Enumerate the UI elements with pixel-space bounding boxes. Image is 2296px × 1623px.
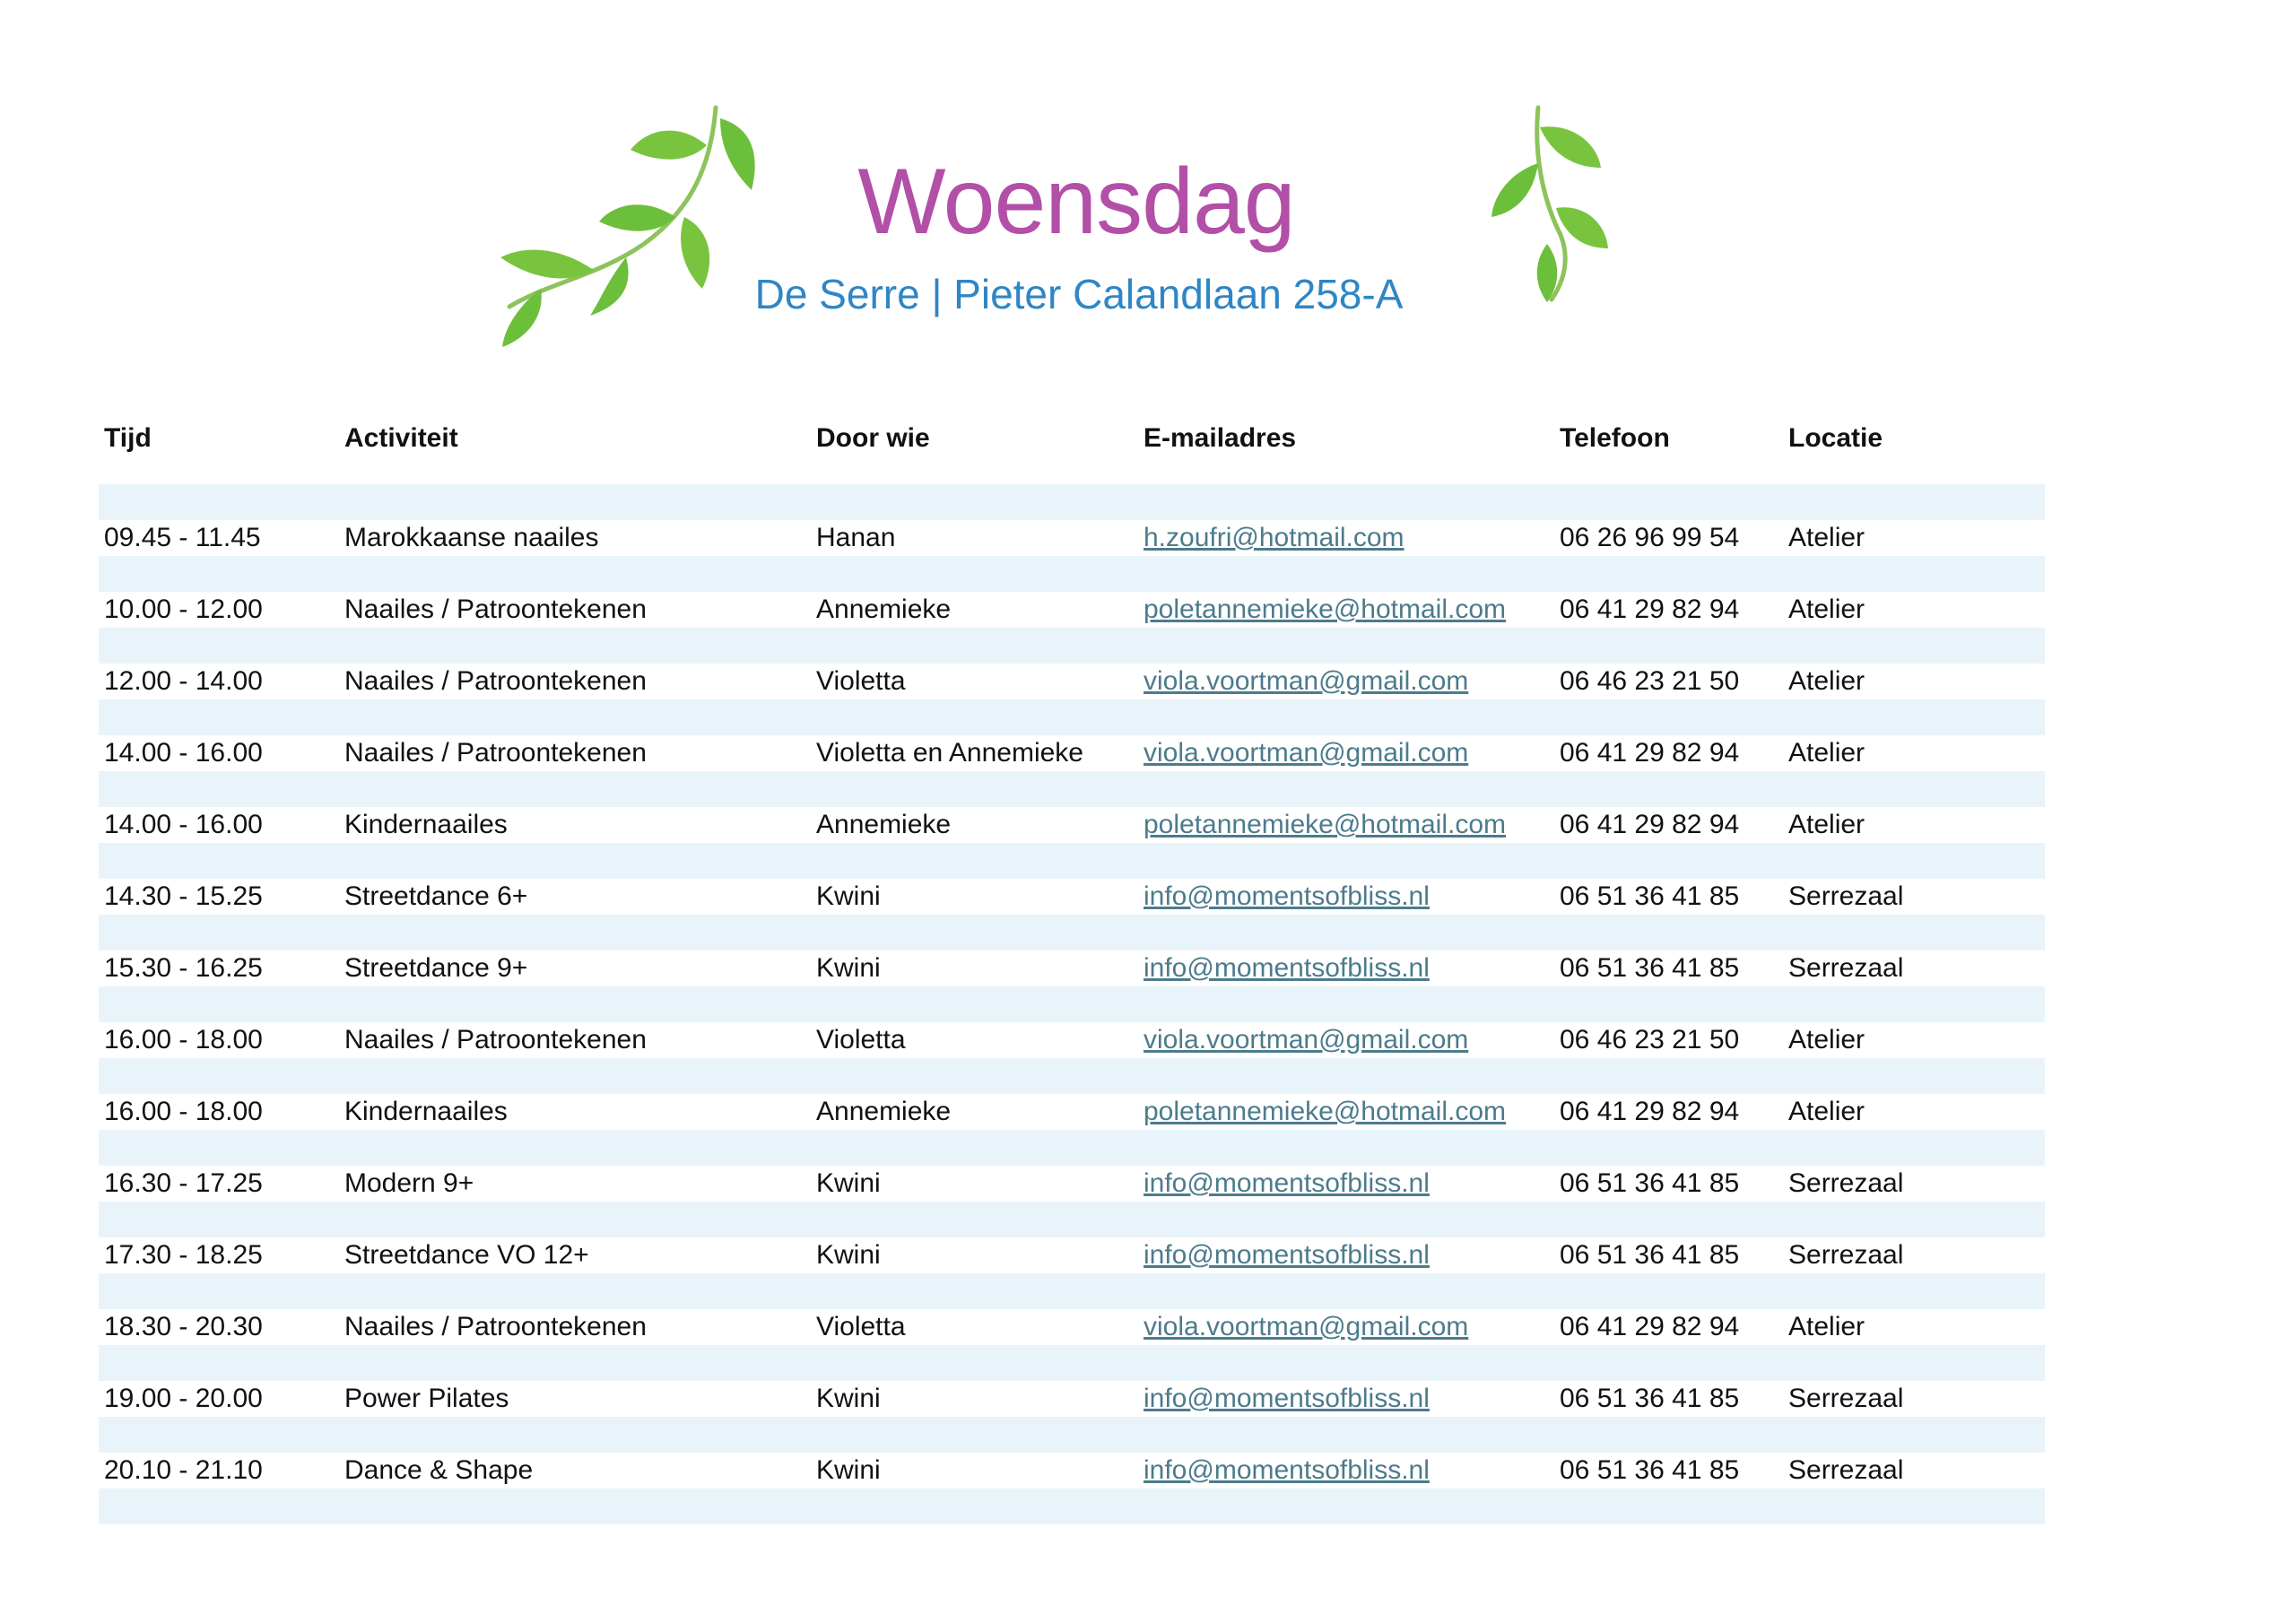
table-row: [99, 520, 2045, 556]
email-link[interactable]: h.zoufri@hotmail.com: [1144, 523, 1405, 552]
time-cell: 16.30 - 17.25: [104, 1168, 263, 1198]
activity-cell: Streetdance 9+: [344, 953, 528, 983]
time-cell: 12.00 - 14.00: [104, 666, 263, 696]
row-divider: [99, 986, 2045, 1022]
phone-cell: 06 41 29 82 94: [1560, 1097, 1740, 1126]
phone-cell: 06 51 36 41 85: [1560, 1384, 1740, 1413]
time-cell: 18.30 - 20.30: [104, 1312, 263, 1341]
time-cell: 16.00 - 18.00: [104, 1025, 263, 1055]
activity-cell: Naailes / Patroontekenen: [344, 1025, 647, 1055]
table-header-row: [99, 404, 2045, 484]
email-link[interactable]: poletannemieke@hotmail.com: [1144, 595, 1506, 624]
column-header-emailadres: E-mailadres: [1144, 423, 1297, 453]
email-link[interactable]: viola.voortman@gmail.com: [1144, 1312, 1469, 1341]
email-link[interactable]: info@momentsofbliss.nl: [1144, 1168, 1430, 1198]
location-cell: Atelier: [1788, 1025, 1866, 1055]
location-cell: Atelier: [1788, 810, 1866, 839]
row-divider: [99, 1488, 2045, 1524]
table-row: [99, 1237, 2045, 1273]
activity-cell: Dance & Shape: [344, 1455, 534, 1485]
phone-cell: 06 51 36 41 85: [1560, 1455, 1740, 1485]
instructor-cell: Violetta: [816, 1312, 906, 1341]
time-cell: 15.30 - 16.25: [104, 953, 263, 983]
row-divider: [99, 1345, 2045, 1381]
table-row: [99, 735, 2045, 771]
location-cell: Serrezaal: [1788, 1455, 1904, 1485]
row-divider: [99, 1202, 2045, 1237]
time-cell: 17.30 - 18.25: [104, 1240, 263, 1270]
activity-cell: Streetdance 6+: [344, 881, 528, 911]
activity-cell: Streetdance VO 12+: [344, 1240, 589, 1270]
column-header-locatie: Locatie: [1788, 423, 1883, 453]
instructor-cell: Annemieke: [816, 595, 952, 624]
activity-cell: Power Pilates: [344, 1384, 509, 1413]
column-header-door-wie: Door wie: [816, 423, 930, 453]
location-cell: Atelier: [1788, 1312, 1866, 1341]
row-divider: [99, 915, 2045, 950]
instructor-cell: Annemieke: [816, 810, 952, 839]
activity-cell: Kindernaailes: [344, 810, 508, 839]
table-row: [99, 664, 2045, 699]
activity-cell: Naailes / Patroontekenen: [344, 738, 647, 768]
phone-cell: 06 51 36 41 85: [1560, 953, 1740, 983]
column-header-telefoon: Telefoon: [1560, 423, 1670, 453]
email-link[interactable]: info@momentsofbliss.nl: [1144, 1384, 1430, 1413]
schedule-table: [99, 404, 2045, 1524]
activity-cell: Marokkaanse naailes: [344, 523, 599, 552]
row-divider: [99, 771, 2045, 807]
email-link[interactable]: viola.voortman@gmail.com: [1144, 1025, 1469, 1055]
location-cell: Serrezaal: [1788, 1384, 1904, 1413]
location-cell: Atelier: [1788, 1097, 1866, 1126]
location-cell: Atelier: [1788, 666, 1866, 696]
table-row: [99, 1309, 2045, 1345]
time-cell: 10.00 - 12.00: [104, 595, 263, 624]
phone-cell: 06 46 23 21 50: [1560, 666, 1740, 696]
row-divider: [99, 628, 2045, 664]
time-cell: 14.00 - 16.00: [104, 738, 263, 768]
instructor-cell: Violetta en Annemieke: [816, 738, 1083, 768]
table-row: [99, 807, 2045, 843]
instructor-cell: Kwini: [816, 1384, 881, 1413]
instructor-cell: Kwini: [816, 881, 881, 911]
phone-cell: 06 46 23 21 50: [1560, 1025, 1740, 1055]
location-cell: Serrezaal: [1788, 881, 1904, 911]
email-link[interactable]: poletannemieke@hotmail.com: [1144, 1097, 1506, 1126]
time-cell: 14.30 - 15.25: [104, 881, 263, 911]
instructor-cell: Kwini: [816, 1240, 881, 1270]
email-link[interactable]: info@momentsofbliss.nl: [1144, 1240, 1430, 1270]
location-cell: Atelier: [1788, 738, 1866, 768]
leafy-vine-icon: [1484, 100, 1619, 307]
location-cell: Atelier: [1788, 523, 1866, 552]
row-divider: [99, 843, 2045, 879]
time-cell: 16.00 - 18.00: [104, 1097, 263, 1126]
instructor-cell: Hanan: [816, 523, 896, 552]
activity-cell: Naailes / Patroontekenen: [344, 1312, 647, 1341]
table-row: [99, 592, 2045, 628]
activity-cell: Modern 9+: [344, 1168, 474, 1198]
email-link[interactable]: viola.voortman@gmail.com: [1144, 666, 1469, 696]
phone-cell: 06 51 36 41 85: [1560, 1168, 1740, 1198]
phone-cell: 06 51 36 41 85: [1560, 881, 1740, 911]
activity-cell: Naailes / Patroontekenen: [344, 595, 647, 624]
table-row: [99, 1453, 2045, 1488]
phone-cell: 06 41 29 82 94: [1560, 595, 1740, 624]
phone-cell: 06 41 29 82 94: [1560, 810, 1740, 839]
table-row: [99, 1166, 2045, 1202]
row-divider: [99, 1273, 2045, 1309]
row-divider: [99, 1058, 2045, 1094]
table-row: [99, 1381, 2045, 1417]
instructor-cell: Kwini: [816, 953, 881, 983]
activity-cell: Naailes / Patroontekenen: [344, 666, 647, 696]
table-row: [99, 879, 2045, 915]
row-divider: [99, 1417, 2045, 1453]
time-cell: 20.10 - 21.10: [104, 1455, 263, 1485]
column-header-activiteit: Activiteit: [344, 423, 458, 453]
table-row: [99, 950, 2045, 986]
instructor-cell: Kwini: [816, 1455, 881, 1485]
time-cell: 14.00 - 16.00: [104, 810, 263, 839]
table-row: [99, 1022, 2045, 1058]
page-title: Woensdag: [857, 150, 1295, 254]
page-header: [0, 0, 2296, 377]
location-cell: Serrezaal: [1788, 1240, 1904, 1270]
email-link[interactable]: info@momentsofbliss.nl: [1144, 881, 1430, 911]
email-link[interactable]: viola.voortman@gmail.com: [1144, 738, 1469, 768]
time-cell: 19.00 - 20.00: [104, 1384, 263, 1413]
row-divider: [99, 556, 2045, 592]
activity-cell: Kindernaailes: [344, 1097, 508, 1126]
instructor-cell: Kwini: [816, 1168, 881, 1198]
email-link[interactable]: info@momentsofbliss.nl: [1144, 1455, 1430, 1485]
location-cell: Serrezaal: [1788, 1168, 1904, 1198]
phone-cell: 06 26 96 99 54: [1560, 523, 1740, 552]
table-row: [99, 1094, 2045, 1130]
row-divider: [99, 699, 2045, 735]
email-link[interactable]: poletannemieke@hotmail.com: [1144, 810, 1506, 839]
row-divider: [99, 484, 2045, 520]
location-cell: Serrezaal: [1788, 953, 1904, 983]
row-divider: [99, 1130, 2045, 1166]
instructor-cell: Violetta: [816, 1025, 906, 1055]
phone-cell: 06 41 29 82 94: [1560, 1312, 1740, 1341]
instructor-cell: Violetta: [816, 666, 906, 696]
column-header-tijd: Tijd: [104, 423, 152, 453]
instructor-cell: Annemieke: [816, 1097, 952, 1126]
location-cell: Atelier: [1788, 595, 1866, 624]
page-subtitle: De Serre | Pieter Calandlaan 258-A: [754, 271, 1404, 317]
time-cell: 09.45 - 11.45: [104, 523, 261, 552]
phone-cell: 06 51 36 41 85: [1560, 1240, 1740, 1270]
phone-cell: 06 41 29 82 94: [1560, 738, 1740, 768]
email-link[interactable]: info@momentsofbliss.nl: [1144, 953, 1430, 983]
